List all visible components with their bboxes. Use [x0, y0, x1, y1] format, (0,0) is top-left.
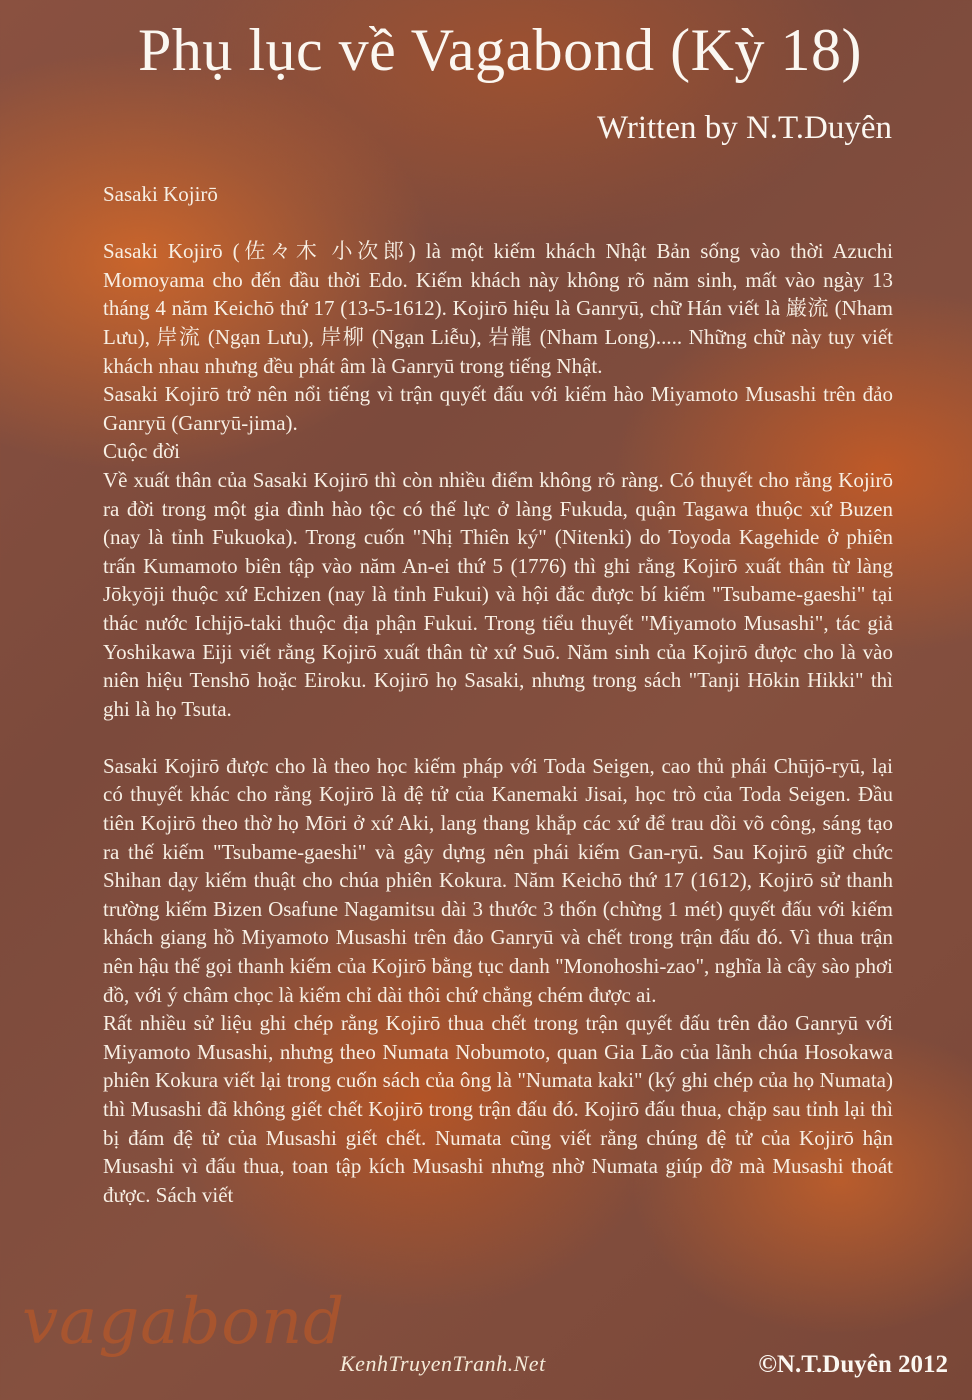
- copyright-notice: ©N.T.Duyên 2012: [758, 1351, 948, 1378]
- section-heading: Sasaki Kojirō: [103, 182, 218, 206]
- paragraph: Sasaki Kojirō trở nên nổi tiếng vì trận quyết đấu với kiếm hào Miyamoto Musashi trên đảo Ganryū (Ganryū-jima).: [103, 382, 893, 435]
- byline: Written by N.T.Duyên: [597, 110, 892, 146]
- vagabond-logo: vagabond: [22, 1285, 346, 1359]
- paragraph: Rất nhiều sử liệu ghi chép rằng Kojirō thua chết trong trận quyết đấu trên đảo Ganryū với Miyamoto Musashi, nhưng theo Numata Nobumoto, quan Gia Lão của lãnh chúa Hosokawa phiên Kokura viết lại trong cuốn sách của ông là "Numata kaki" (ký ghi chép của họ Numata) thì Musashi đã không giết chết Kojirō trong trận đấu đó. Kojirō đấu thua, chặp sau tỉnh lại thì bị đám đệ tử của Musashi giết chết. Numata cũng viết rằng chúng đệ tử của Kojirō hận Musashi vì đấu thua, toan tập kích Musashi nhưng nhờ Numata giúp đỡ mà Musashi thoát được. Sách viết: [103, 1011, 893, 1207]
- paragraph: Về xuất thân của Sasaki Kojirō thì còn nhiều điểm không rõ ràng. Có thuyết cho rằng Kojirō ra đời trong một gia đình hào tộc có thế lực ở làng Fukuda, quận Tagawa thuộc xứ Buzen (nay là tỉnh Fukuoka). Trong cuốn "Nhị Thiên ký" (Nitenki) do Toyoda Kagehide ở phiên trấn Kumamoto biên tập vào năm An-ei thứ 5 (1776) thì ghi rằng Kojirō xuất thân từ làng Jōkyōji thuộc xứ Echizen (nay là tỉnh Fukui) và hội đắc được bí kiếm "Tsubame-gaeshi" tại thác nước Ichijō-taki thuộc địa phận Fukui. Trong tiểu thuyết "Miyamoto Musashi", tác giả Yoshikawa Eiji viết rằng Kojirō xuất thân từ xứ Suō. Năm sinh của Kojirō được cho là vào niên hiệu Tenshō hoặc Eiroku. Kojirō họ Sasaki, nhưng trong sách "Tanji Hōkin Hikki" thì ghi là họ Tsuta.: [103, 467, 893, 721]
- section-heading: Cuộc đời: [103, 439, 181, 464]
- paragraph: Sasaki Kojirō (佐々木 小次郎) là một kiếm khách Nhật Bản sống vào thời Azuchi Momoyama cho đến đầu thời Edo. Kiếm khách này không rõ năm sinh, mất vào ngày 13 tháng 4 năm Keichō thứ 17 (13-5-1612). Kojirō hiệu là Ganryū, chữ Hán viết là 巌流 (Nham Lưu), 岸流 (Ngạn Lưu), 岸柳 (Ngạn Liễu), 岩龍 (Nham Long)..... Những chữ này tuy viết khách nhau nhưng đều phát âm là Ganryū trong tiếng Nhật.: [103, 239, 893, 378]
- paragraph: Sasaki Kojirō được cho là theo học kiếm pháp với Toda Seigen, cao thủ phái Chūjō-ryū, lại có thuyết khác cho rằng Kojirō là đệ tử của Kanemaki Jisai, học trò của Toda Seigen. Đầu tiên Kojirō theo thờ họ Mōri ở xứ Aki, lang thang khắp các xứ để trau dồi võ công, sáng tạo ra thế kiếm "Tsubame-gaeshi" và gây dựng nên phái kiếm Gan-ryū. Sau Kojirō giữ chức Shihan dạy kiếm thuật cho chúa phiên Kokura. Năm Keichō thứ 17 (1612), Kojirō sử thanh trường kiếm Bizen Osafune Nagamitsu dài 3 thước 3 thốn (chừng 1 mét) quyết đấu với kiếm khách giang hồ Miyamoto Musashi trên đảo Ganryū và chết trong trận đấu đó. Vì thua trận nên hậu thế gọi thanh kiếm của Kojirō bằng tục danh "Monohoshi-zao", nghĩa là cây sào phơi đồ, với ý châm chọc là kiếm chỉ dài thôi chứ chẳng chém được ai.: [103, 753, 893, 1007]
- article-body: [103, 180, 893, 1209]
- page-title: Phụ lục về Vagabond (Kỳ 18): [138, 17, 862, 83]
- site-watermark: KenhTruyenTranh.Net: [340, 1351, 546, 1376]
